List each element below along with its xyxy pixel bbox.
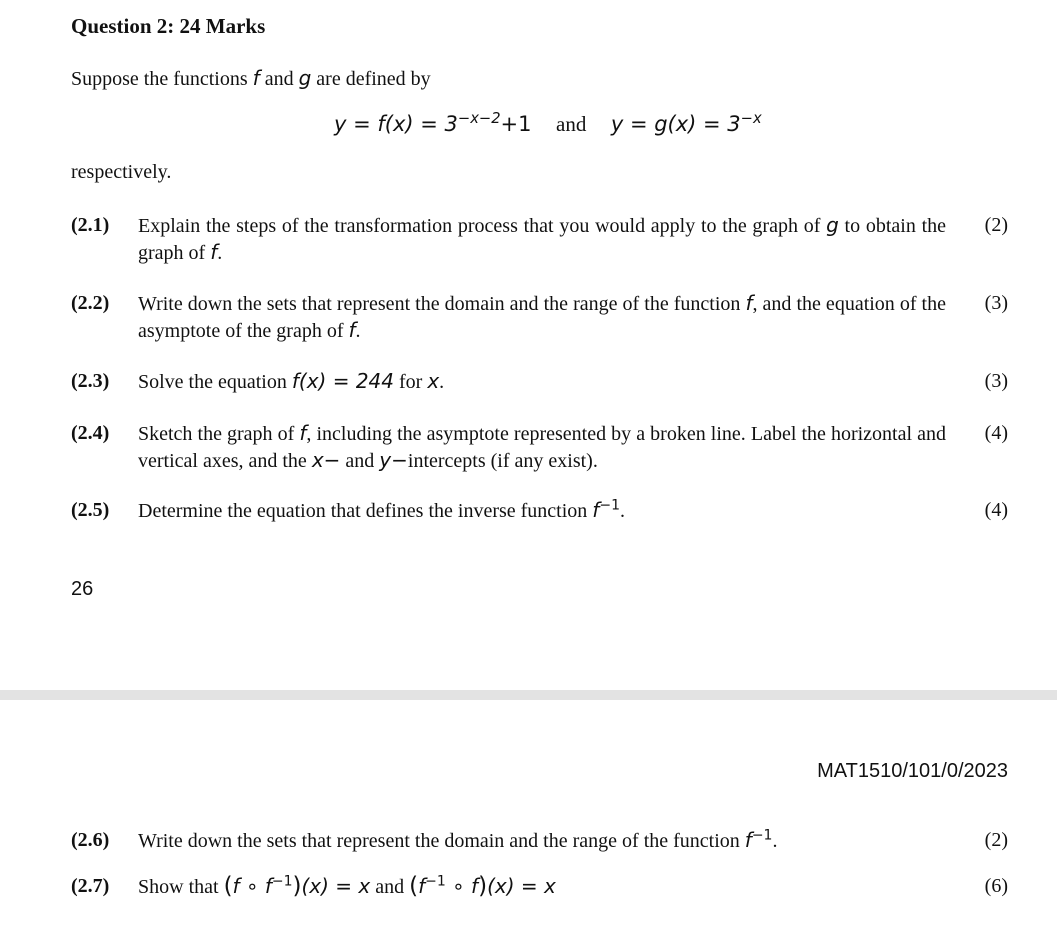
subquestion-2-7 — [71, 873, 1008, 900]
page-separator — [0, 690, 1057, 700]
subquestion-number: (2.4) — [71, 422, 110, 444]
subquestion-2-1 — [71, 212, 1008, 266]
marks-label: (2) — [984, 214, 1008, 236]
subquestion-text: Explain the steps of the transformation process that you would apply to the graph of g to obtain the graph of f. — [138, 213, 946, 264]
question-heading: Question 2: 24 Marks — [71, 14, 266, 38]
subquestion-2-5 — [71, 497, 1008, 524]
subquestion-2-2 — [71, 290, 1008, 344]
subquestion-text: Sketch the graph of f, including the asymptote represented by a broken line. Label the horizontal and vertical axes, and the x− and y−intercepts (if any exist). — [138, 421, 946, 472]
subquestion-text: Determine the equation that defines the inverse function $f^{-1}$. — [138, 497, 625, 522]
function-definitions: $y = f(x) = 3^{-x-2}+1$ and $y = g(x) = 3^{-x}$ — [334, 109, 762, 136]
subquestion-2-4 — [71, 420, 1008, 474]
course-code: MAT1510/101/0/2023 — [817, 760, 1008, 782]
subquestion-text: Write down the sets that represent the domain and the range of the function f, and the equation of the asymptote of the graph of f. — [138, 291, 946, 342]
subquestion-number: (2.3) — [71, 370, 110, 392]
subquestion-2-6 — [71, 827, 1008, 854]
exam-page-lower — [0, 700, 1057, 925]
respectively-text: respectively. — [71, 161, 172, 183]
marks-label: (3) — [984, 292, 1008, 314]
marks-label: (3) — [984, 370, 1008, 392]
subquestion-2-3 — [71, 368, 1008, 395]
subquestion-text: Write down the sets that represent the domain and the range of the function $f^{-1}$. — [138, 827, 778, 852]
subquestion-text: Solve the equation f(x) = 244 for x. — [138, 369, 445, 393]
subquestion-number: (2.5) — [71, 499, 110, 521]
subquestion-number: (2.6) — [71, 829, 110, 851]
marks-label: (4) — [984, 499, 1008, 521]
question-intro: Suppose the functions f and g are defined by — [71, 66, 431, 90]
subquestion-number: (2.1) — [71, 214, 110, 236]
marks-label: (4) — [984, 422, 1008, 444]
subquestion-text: Show that (f ∘ $f^{-1})(x) = x$ and ($f^{-1}$ ∘ f)(x) = x — [138, 873, 556, 899]
marks-label: (6) — [984, 875, 1008, 897]
page-number: 26 — [71, 578, 94, 600]
marks-label: (2) — [984, 829, 1008, 851]
subquestion-number: (2.7) — [71, 875, 110, 897]
subquestion-number: (2.2) — [71, 292, 110, 314]
